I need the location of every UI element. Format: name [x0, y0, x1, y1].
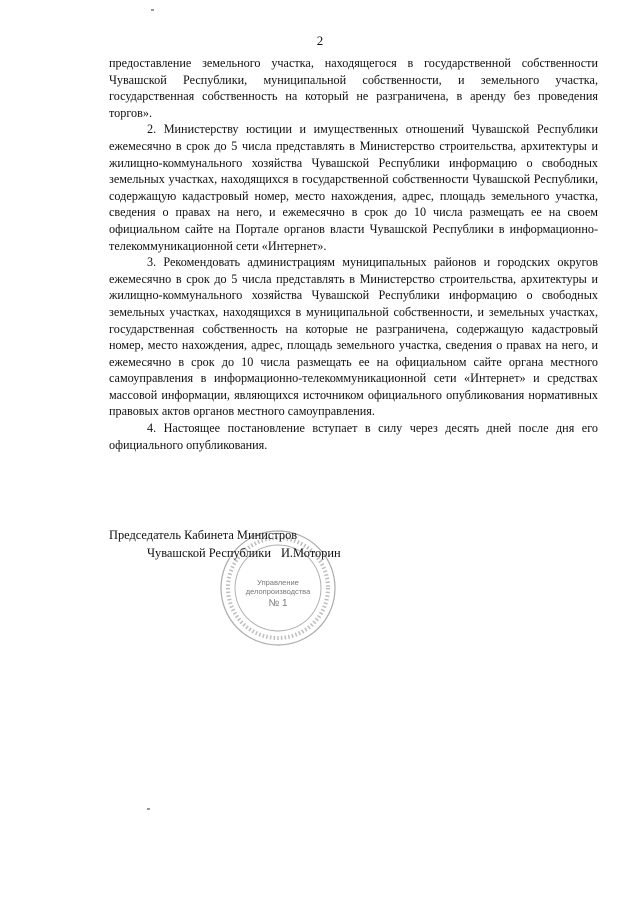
paragraph-continuation: предоставление земельного участка, находящегося в государственной собственности Чувашской Республики, муниципальной собственности, и земельного участка, государственная собственность на который не разграничена, в аренду без проведения торгов». — [109, 56, 598, 120]
page-number: 2 — [316, 33, 324, 48]
scan-mark — [147, 808, 150, 810]
scan-mark — [151, 9, 154, 11]
stamp-number: № 1 — [268, 598, 288, 609]
signatory-title: Председатель Кабинета Министров — [109, 528, 298, 542]
document-body — [109, 55, 598, 453]
stamp-line-1: Управление — [257, 578, 299, 587]
paragraph-item-3: 3. Рекомендовать администрациям муниципальных районов и городских округов ежемесячно в срок до 5 числа представлять в Министерство строительства, архитектуры и жилищно-коммунального хозяйства Чувашской Республики информацию о свободных земельных участках, находящихся в муниципальной собственности, и земельных участках, государственная собственность на которые не разграничена, содержащую кадастровый номер, место нахождения, адрес, площадь земельного участка, сведения о правах на него, и ежемесячно в срок до 10 числа размещать ее на официальном сайте органа местного самоуправления в информационно-телекоммуникационной сети «Интернет» и средствах массовой информации, являющихся источником официального опубликования нормативных правовых актов органов местного самоуправления. — [109, 255, 598, 419]
signatory-republic: Чувашской Республики — [147, 546, 271, 560]
signatory-name: И.Моторин — [280, 546, 341, 560]
paragraph-item-4: 4. Настоящее постановление вступает в силу через десять дней после дня его официального опубликования. — [109, 421, 598, 452]
paragraph-item-2: 2. Министерству юстиции и имущественных отношений Чувашской Республики ежемесячно в срок до 5 числа представлять в Министерство строительства, архитектуры и жилищно-коммунального хозяйства Чувашской Республики информацию о свободных земельных участках, находящихся в государственной собственности Чувашской Республики, содержащую кадастровый номер, место нахождения, адрес, площадь земельного участка, сведения о правах на него, и ежемесячно в срок до 10 числа размещать ее на своем официальном сайте на Портале органов власти Чувашской Республики в информационно-телекоммуникационной сети «Интернет». — [109, 122, 598, 253]
signatory-title-line-2 — [109, 544, 529, 562]
signature-block — [109, 526, 529, 562]
stamp-line-2: делопроизводства — [245, 587, 311, 596]
